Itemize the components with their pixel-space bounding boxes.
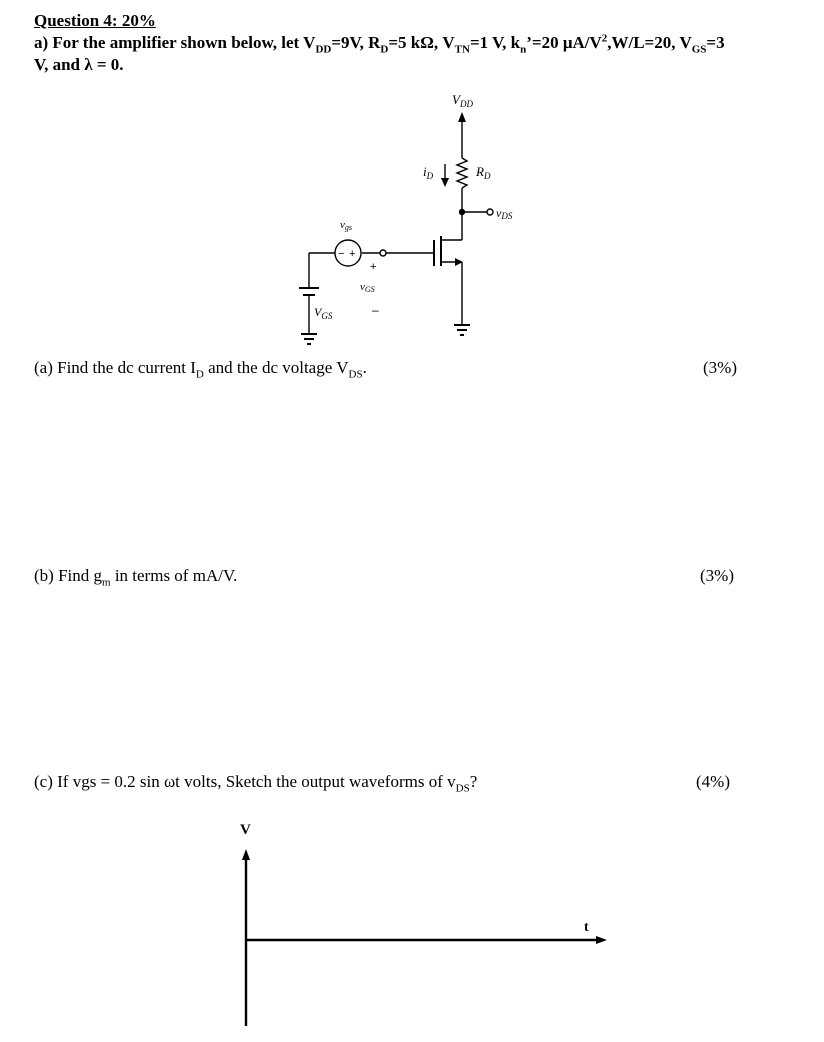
intro-vtn: =1 V, k — [469, 33, 521, 52]
vgs-sub: GS — [691, 43, 707, 56]
y-axis-label: V — [240, 822, 251, 838]
gate-terminal — [380, 250, 386, 256]
part-b-question — [34, 566, 238, 589]
vgs-minus-sign: – — [372, 303, 379, 317]
part-c-prefix: (c) If vgs = 0.2 sin ωt volts, Sketch the output waveforms of v — [34, 772, 456, 791]
part-a-question — [34, 358, 367, 381]
ac-source-plus: + — [349, 248, 356, 260]
intro-vgs: =3 — [706, 33, 725, 52]
part-a-sub1: D — [195, 368, 204, 381]
kn-sup: 2 — [601, 32, 608, 45]
part-c-question — [34, 772, 478, 795]
ac-source-minus: − — [338, 248, 345, 260]
intro-prefix: a) For the amplifier shown below, let V — [34, 33, 316, 52]
part-a-middle: and the dc voltage V — [203, 358, 349, 377]
part-a-prefix: (a) Find the dc current I — [34, 358, 196, 377]
vdd-sub: DD — [315, 43, 332, 56]
vgs-total-label: vGS — [360, 281, 375, 294]
rd-resistor — [457, 158, 467, 188]
part-b-suffix: in terms of mA/V. — [110, 566, 238, 585]
part-c-marks: (4%) — [696, 772, 730, 791]
question-title: Question 4: 20% — [34, 11, 156, 30]
part-a-sub2: DS — [348, 368, 363, 381]
intro-rd: =5 kΩ, V — [388, 33, 455, 52]
vgs-plus-sign: + — [370, 261, 377, 273]
vgs-small-label: vgs — [340, 219, 353, 232]
vdd-arrow — [458, 112, 466, 122]
x-axis-label: t — [584, 920, 589, 935]
part-b-sub1: m — [102, 576, 111, 589]
intro-kn: ’=20 μA/V — [526, 33, 602, 52]
vgs-dc-label: $V_{GS}$ — [314, 305, 333, 321]
part-b-marks: (3%) — [700, 566, 734, 585]
part-c-sub1: DS — [455, 782, 470, 795]
part-a-suffix: . — [362, 358, 367, 377]
part-c-suffix: ? — [469, 772, 478, 791]
id-label: $i_D$ — [423, 164, 434, 181]
kn-sub: n — [520, 43, 527, 56]
part-a-marks: (3%) — [703, 358, 737, 377]
intro-wl: ,W/L=20, V — [607, 33, 692, 52]
vds-node-dot — [459, 209, 465, 215]
id-arrow-head — [441, 178, 449, 187]
intro-vdd: =9V, R — [331, 33, 381, 52]
part-b-prefix: (b) Find g — [34, 566, 102, 585]
rd-label: $R_D$ — [476, 164, 491, 181]
rd-sub: D — [380, 43, 389, 56]
question-intro-line2: V, and λ = 0. — [34, 55, 124, 74]
vtn-sub: TN — [454, 43, 470, 56]
vdd-label: $V_{DD}$ — [452, 92, 473, 109]
vds-terminal — [487, 209, 493, 215]
vds-label: vDS — [496, 206, 513, 221]
